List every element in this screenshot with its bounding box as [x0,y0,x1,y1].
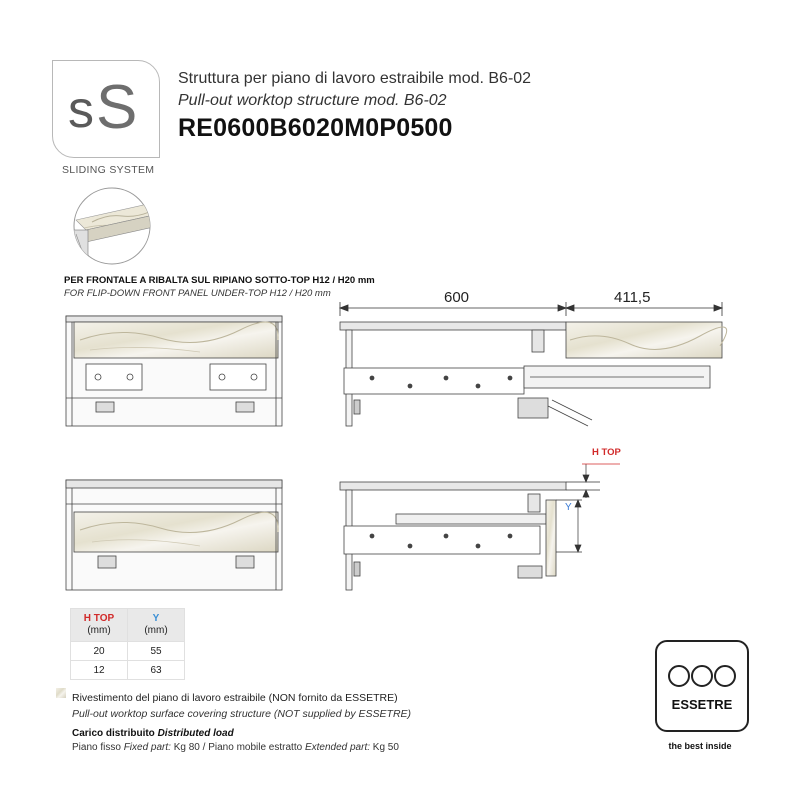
load-fixed-value: Kg 80 [173,742,200,753]
table-cell: 20 [71,642,128,661]
covering-note-italian: Rivestimento del piano di lavoro estraibile (NON fornito da ESSETRE) [72,692,398,704]
title-italian: Struttura per piano di lavoro estraibile mod. B6-02 [178,70,532,87]
table-header-label: H TOP [83,613,115,624]
side-view-top [340,322,727,426]
load-extended-italian: Piano mobile estratto [208,742,303,753]
covering-note-english: Pull-out worktop surface covering structure (NOT supplied by ESSETRE) [72,708,412,720]
marble-swatch-icon [56,688,66,698]
h-top-y-table [70,608,185,680]
table-cell: 63 [128,661,185,680]
essetre-circles-icon [665,662,739,690]
dimension-fixed: 600 [444,289,470,306]
load-fixed-english: Fixed part: [123,742,171,753]
table-header-label: Y [152,613,160,624]
title-english: Pull-out worktop structure mod. B6-02 [178,92,447,109]
logo-subtitle: SLIDING SYSTEM [62,164,155,176]
load-fixed-italian: Piano fisso [72,742,121,753]
h-top-label: H TOP [592,447,621,458]
table-header-row [71,609,185,642]
subtitle-italian: PER FRONTALE A RIBALTA SUL RIPIANO SOTTO-TOP H12 / H20 mm [64,275,375,286]
front-view-top [66,316,282,426]
dimension-line [340,302,722,316]
product-code: RE0600B6020M0P0500 [178,114,453,142]
h-top-dimension [566,464,620,498]
load-extended-english: Extended part: [304,742,370,753]
table-row [71,661,185,680]
table-cell: 55 [128,642,185,661]
load-heading-italian: Carico distribuito [72,728,155,739]
dimension-extended: 411,5 [614,289,651,306]
logo-letter-large: S [96,73,138,142]
load-heading-english: Distributed load [157,728,234,739]
table-header-unit: (mm) [87,625,111,636]
table-header-y [128,609,185,642]
table-header-htop [71,609,128,642]
load-extended-value: Kg 50 [372,742,399,753]
table-header-unit: (mm) [144,625,168,636]
front-view-bottom [66,480,282,590]
load-heading [72,728,234,739]
table-row [71,642,185,661]
side-view-bottom [340,482,566,590]
logo-letter-small: s [68,81,90,139]
y-label: Y [565,502,572,513]
load-values: Piano fisso Fixed part: Kg 80 / Piano mobile estratto Extended part: Kg 50 [72,742,399,753]
brand-tagline: the best inside [668,741,732,751]
table-cell: 12 [71,661,128,680]
subtitle-english: FOR FLIP-DOWN FRONT PANEL UNDER-TOP H12 / H20 mm [64,288,331,299]
brand-name: ESSETRE [671,697,733,712]
